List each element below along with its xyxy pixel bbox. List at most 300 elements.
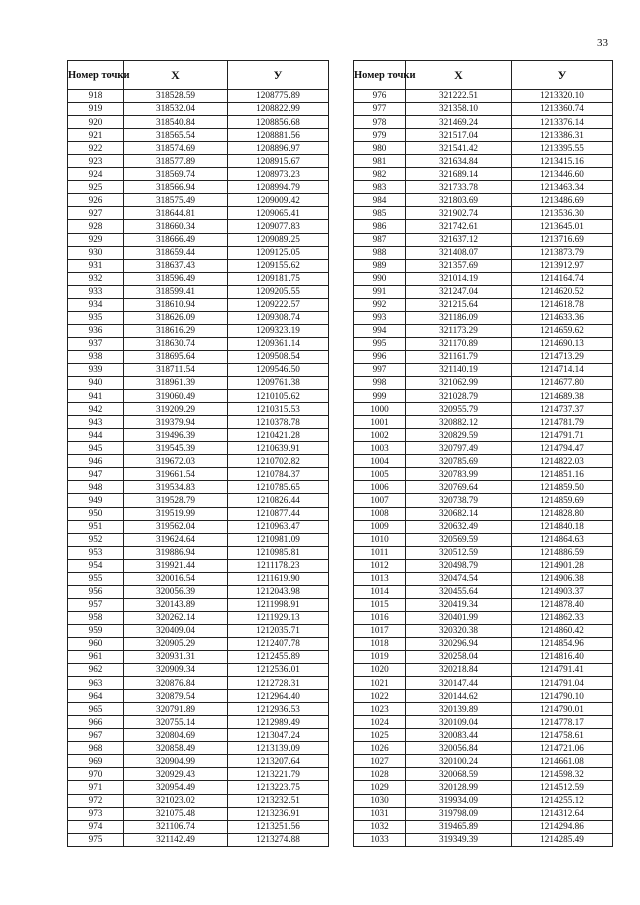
y-coordinate-cell: 1214791.04 (512, 677, 613, 690)
x-coordinate-cell: 318695.64 (124, 350, 228, 363)
y-coordinate-cell: 1210985.81 (228, 546, 329, 559)
x-coordinate-cell: 318660.34 (124, 220, 228, 233)
table-row (354, 220, 613, 233)
y-coordinate-cell: 1213415.16 (512, 155, 613, 168)
point-number-cell: 1002 (354, 429, 406, 442)
table-row (68, 403, 329, 416)
y-coordinate-cell: 1214791.41 (512, 664, 613, 677)
x-coordinate-cell: 321106.74 (124, 820, 228, 833)
x-coordinate-cell: 321075.48 (124, 807, 228, 820)
x-coordinate-cell: 320682.14 (406, 507, 512, 520)
point-number-cell: 943 (68, 416, 124, 429)
point-number-cell: 965 (68, 703, 124, 716)
x-header: X (406, 61, 512, 90)
table-row (68, 742, 329, 755)
point-number-cell: 1003 (354, 442, 406, 455)
table-row (354, 181, 613, 194)
y-coordinate-cell: 1214864.63 (512, 533, 613, 546)
x-coordinate-cell: 320498.79 (406, 559, 512, 572)
table-row (354, 390, 613, 403)
point-number-cell: 998 (354, 377, 406, 390)
table-row (354, 116, 613, 129)
table-row (354, 585, 613, 598)
y-coordinate-cell: 1208856.68 (228, 116, 329, 129)
point-number-cell: 1033 (354, 833, 406, 846)
table-row (68, 637, 329, 650)
y-coordinate-cell: 1214737.37 (512, 403, 613, 416)
x-coordinate-cell: 321215.64 (406, 298, 512, 311)
table-row (68, 611, 329, 624)
point-number-cell: 1001 (354, 416, 406, 429)
table-row (354, 246, 613, 259)
y-coordinate-cell: 1213251.56 (228, 820, 329, 833)
y-coordinate-cell: 1214828.80 (512, 507, 613, 520)
table-row (354, 350, 613, 363)
point-number-cell: 919 (68, 103, 124, 116)
x-coordinate-cell: 319060.49 (124, 390, 228, 403)
y-coordinate-cell: 1209181.75 (228, 272, 329, 285)
table-row (354, 363, 613, 376)
table-row (68, 311, 329, 324)
y-coordinate-cell: 1213446.60 (512, 168, 613, 181)
y-coordinate-cell: 1210963.47 (228, 520, 329, 533)
point-number-cell: 982 (354, 168, 406, 181)
table-row (68, 690, 329, 703)
point-number-cell: 983 (354, 181, 406, 194)
y-coordinate-cell: 1214778.17 (512, 716, 613, 729)
x-coordinate-cell: 320147.44 (406, 677, 512, 690)
x-coordinate-cell: 318711.54 (124, 363, 228, 376)
y-coordinate-cell: 1211998.91 (228, 598, 329, 611)
x-coordinate-cell: 321161.79 (406, 350, 512, 363)
table-row (354, 272, 613, 285)
y-coordinate-cell: 1209546.50 (228, 363, 329, 376)
x-coordinate-cell: 318630.74 (124, 337, 228, 350)
y-coordinate-cell: 1214781.79 (512, 416, 613, 429)
table-row (354, 598, 613, 611)
x-coordinate-cell: 319661.54 (124, 468, 228, 481)
table-row (68, 377, 329, 390)
table-row (68, 807, 329, 820)
table-row (354, 546, 613, 559)
y-coordinate-cell: 1214851.16 (512, 468, 613, 481)
point-number-header: Номер точки (354, 61, 406, 90)
table-row (354, 559, 613, 572)
y-coordinate-cell: 1214620.52 (512, 285, 613, 298)
y-coordinate-cell: 1212964.40 (228, 690, 329, 703)
x-coordinate-cell: 320109.04 (406, 716, 512, 729)
table-row (354, 755, 613, 768)
point-number-cell: 989 (354, 259, 406, 272)
y-coordinate-cell: 1214854.96 (512, 637, 613, 650)
y-coordinate-cell: 1213320.10 (512, 90, 613, 103)
x-coordinate-cell: 321634.84 (406, 155, 512, 168)
table-row (354, 468, 613, 481)
x-coordinate-cell: 318610.94 (124, 298, 228, 311)
table-row (354, 820, 613, 833)
point-number-cell: 981 (354, 155, 406, 168)
x-coordinate-cell: 318540.84 (124, 116, 228, 129)
table-row (68, 533, 329, 546)
y-coordinate-cell: 1213395.55 (512, 142, 613, 155)
x-coordinate-cell: 320569.59 (406, 533, 512, 546)
point-number-cell: 1018 (354, 637, 406, 650)
table-row (354, 494, 613, 507)
point-number-cell: 966 (68, 716, 124, 729)
x-coordinate-cell: 321469.24 (406, 116, 512, 129)
y-coordinate-cell: 1214790.10 (512, 690, 613, 703)
y-coordinate-cell: 1214633.36 (512, 311, 613, 324)
y-coordinate-cell: 1212455.89 (228, 651, 329, 664)
table-row (354, 677, 613, 690)
y-coordinate-cell: 1214294.86 (512, 820, 613, 833)
x-coordinate-cell: 320904.99 (124, 755, 228, 768)
y-coordinate-cell: 1209761.38 (228, 377, 329, 390)
y-coordinate-cell: 1214512.59 (512, 781, 613, 794)
table-row (354, 142, 613, 155)
y-coordinate-cell: 1214714.14 (512, 363, 613, 376)
point-number-cell: 997 (354, 363, 406, 376)
table-row (68, 155, 329, 168)
x-coordinate-cell: 321062.99 (406, 377, 512, 390)
table-row (68, 259, 329, 272)
x-coordinate-cell: 318596.49 (124, 272, 228, 285)
x-coordinate-cell: 320100.24 (406, 755, 512, 768)
table-row (354, 624, 613, 637)
point-number-cell: 987 (354, 233, 406, 246)
point-number-cell: 937 (68, 337, 124, 350)
x-coordinate-cell: 320797.49 (406, 442, 512, 455)
x-coordinate-cell: 320409.04 (124, 624, 228, 637)
table-row (354, 703, 613, 716)
table-row (354, 285, 613, 298)
x-coordinate-cell: 319496.39 (124, 429, 228, 442)
x-coordinate-cell: 318666.49 (124, 233, 228, 246)
table-row (68, 716, 329, 729)
point-number-cell: 999 (354, 390, 406, 403)
x-coordinate-cell: 320879.54 (124, 690, 228, 703)
table-row (68, 794, 329, 807)
y-coordinate-cell: 1214860.42 (512, 624, 613, 637)
x-coordinate-cell: 319624.64 (124, 533, 228, 546)
x-coordinate-cell: 318961.39 (124, 377, 228, 390)
y-coordinate-cell: 1214285.49 (512, 833, 613, 846)
point-number-header: Номер точки (68, 61, 124, 90)
x-coordinate-cell: 320829.59 (406, 429, 512, 442)
y-coordinate-cell: 1214659.62 (512, 324, 613, 337)
x-coordinate-cell: 321170.89 (406, 337, 512, 350)
point-number-cell: 973 (68, 807, 124, 820)
x-coordinate-cell: 320632.49 (406, 520, 512, 533)
y-coordinate-cell: 1210785.65 (228, 481, 329, 494)
x-coordinate-cell: 321014.19 (406, 272, 512, 285)
table-header-row (68, 61, 329, 90)
point-number-cell: 977 (354, 103, 406, 116)
x-coordinate-cell: 318574.69 (124, 142, 228, 155)
table-row (354, 416, 613, 429)
table-body-left (68, 90, 329, 847)
x-coordinate-cell: 320909.34 (124, 664, 228, 677)
table-row (354, 533, 613, 546)
table-row (68, 116, 329, 129)
table-row (68, 442, 329, 455)
x-coordinate-cell: 321247.04 (406, 285, 512, 298)
y-coordinate-cell: 1209323.19 (228, 324, 329, 337)
y-coordinate-cell: 1210105.62 (228, 390, 329, 403)
x-header: X (124, 61, 228, 90)
x-coordinate-cell: 319886.94 (124, 546, 228, 559)
table-row (68, 598, 329, 611)
table-row (68, 624, 329, 637)
x-coordinate-cell: 320056.84 (406, 742, 512, 755)
y-coordinate-cell: 1209009.42 (228, 194, 329, 207)
table-row (354, 690, 613, 703)
x-coordinate-cell: 318599.41 (124, 285, 228, 298)
y-coordinate-cell: 1213360.74 (512, 103, 613, 116)
table-row (354, 207, 613, 220)
point-number-cell: 925 (68, 181, 124, 194)
table-row (68, 220, 329, 233)
y-coordinate-cell: 1210981.09 (228, 533, 329, 546)
table-row (68, 429, 329, 442)
table-row (354, 337, 613, 350)
point-number-cell: 972 (68, 794, 124, 807)
table-row (354, 90, 613, 103)
point-number-cell: 1019 (354, 651, 406, 664)
table-row (354, 429, 613, 442)
x-coordinate-cell: 319934.09 (406, 794, 512, 807)
table-row (68, 703, 329, 716)
point-number-cell: 1030 (354, 794, 406, 807)
point-number-cell: 942 (68, 403, 124, 416)
point-number-cell: 974 (68, 820, 124, 833)
point-number-cell: 949 (68, 494, 124, 507)
y-coordinate-cell: 1214901.28 (512, 559, 613, 572)
y-coordinate-cell: 1208881.56 (228, 129, 329, 142)
x-coordinate-cell: 320931.31 (124, 651, 228, 664)
y-coordinate-cell: 1213221.79 (228, 768, 329, 781)
x-coordinate-cell: 320876.84 (124, 677, 228, 690)
point-number-cell: 985 (354, 207, 406, 220)
x-coordinate-cell: 320929.43 (124, 768, 228, 781)
x-coordinate-cell: 318565.54 (124, 129, 228, 142)
y-coordinate-cell: 1208896.97 (228, 142, 329, 155)
x-coordinate-cell: 319545.39 (124, 442, 228, 455)
y-coordinate-cell: 1208775.89 (228, 90, 329, 103)
x-coordinate-cell: 321186.09 (406, 311, 512, 324)
y-coordinate-cell: 1209125.05 (228, 246, 329, 259)
point-number-cell: 956 (68, 585, 124, 598)
table-row (68, 781, 329, 794)
table-row (68, 298, 329, 311)
point-number-cell: 968 (68, 742, 124, 755)
y-coordinate-cell: 1209222.57 (228, 298, 329, 311)
point-number-cell: 938 (68, 350, 124, 363)
x-coordinate-cell: 319798.09 (406, 807, 512, 820)
point-number-cell: 992 (354, 298, 406, 311)
table-row (354, 103, 613, 116)
x-coordinate-cell: 321357.69 (406, 259, 512, 272)
y-coordinate-cell: 1209077.83 (228, 220, 329, 233)
x-coordinate-cell: 318637.43 (124, 259, 228, 272)
y-coordinate-cell: 1214255.12 (512, 794, 613, 807)
y-coordinate-cell: 1214859.50 (512, 481, 613, 494)
point-number-cell: 1006 (354, 481, 406, 494)
y-coordinate-cell: 1214690.13 (512, 337, 613, 350)
point-number-cell: 936 (68, 324, 124, 337)
y-coordinate-cell: 1214661.08 (512, 755, 613, 768)
point-number-cell: 1013 (354, 572, 406, 585)
y-coordinate-cell: 1213232.51 (228, 794, 329, 807)
table-row (68, 507, 329, 520)
table-row (68, 337, 329, 350)
table-row (68, 207, 329, 220)
table-row (68, 168, 329, 181)
y-coordinate-cell: 1214840.18 (512, 520, 613, 533)
table-row (68, 194, 329, 207)
x-coordinate-cell: 320320.38 (406, 624, 512, 637)
y-coordinate-cell: 1210784.37 (228, 468, 329, 481)
point-number-cell: 1022 (354, 690, 406, 703)
table-row (68, 481, 329, 494)
x-coordinate-cell: 318577.89 (124, 155, 228, 168)
point-number-cell: 1017 (354, 624, 406, 637)
y-coordinate-cell: 1214790.01 (512, 703, 613, 716)
table-row (354, 794, 613, 807)
table-row (68, 572, 329, 585)
x-coordinate-cell: 320068.59 (406, 768, 512, 781)
y-coordinate-cell: 1211178.23 (228, 559, 329, 572)
table-row (68, 272, 329, 285)
point-number-cell: 928 (68, 220, 124, 233)
point-number-cell: 1028 (354, 768, 406, 781)
y-coordinate-cell: 1213645.01 (512, 220, 613, 233)
point-number-cell: 1029 (354, 781, 406, 794)
point-number-cell: 957 (68, 598, 124, 611)
y-coordinate-cell: 1211929.13 (228, 611, 329, 624)
y-coordinate-cell: 1209361.14 (228, 337, 329, 350)
point-number-cell: 996 (354, 350, 406, 363)
x-coordinate-cell: 319534.83 (124, 481, 228, 494)
x-coordinate-cell: 321358.10 (406, 103, 512, 116)
y-coordinate-cell: 1209205.55 (228, 285, 329, 298)
point-number-cell: 995 (354, 337, 406, 350)
point-number-cell: 939 (68, 363, 124, 376)
point-number-cell: 1011 (354, 546, 406, 559)
y-coordinate-cell: 1214677.80 (512, 377, 613, 390)
y-coordinate-cell: 1214598.32 (512, 768, 613, 781)
x-coordinate-cell: 320769.64 (406, 481, 512, 494)
point-number-cell: 978 (354, 116, 406, 129)
x-coordinate-cell: 321733.78 (406, 181, 512, 194)
point-number-cell: 944 (68, 429, 124, 442)
table-row (68, 546, 329, 559)
point-number-cell: 958 (68, 611, 124, 624)
y-coordinate-cell: 1213376.14 (512, 116, 613, 129)
y-coordinate-cell: 1214689.38 (512, 390, 613, 403)
y-coordinate-cell: 1213139.09 (228, 742, 329, 755)
point-number-cell: 940 (68, 377, 124, 390)
table-header-row (354, 61, 613, 90)
y-coordinate-cell: 1211619.90 (228, 572, 329, 585)
x-coordinate-cell: 321689.14 (406, 168, 512, 181)
point-number-cell: 930 (68, 246, 124, 259)
point-number-cell: 920 (68, 116, 124, 129)
table-row (354, 129, 613, 142)
table-row (354, 611, 613, 624)
x-coordinate-cell: 320785.69 (406, 455, 512, 468)
point-number-cell: 1014 (354, 585, 406, 598)
y-coordinate-cell: 1209089.25 (228, 233, 329, 246)
y-coordinate-cell: 1214903.37 (512, 585, 613, 598)
x-coordinate-cell: 320258.04 (406, 651, 512, 664)
table-row (68, 768, 329, 781)
table-row (68, 455, 329, 468)
x-coordinate-cell: 319379.94 (124, 416, 228, 429)
point-number-cell: 926 (68, 194, 124, 207)
table-row (354, 637, 613, 650)
table-row (68, 103, 329, 116)
point-number-cell: 1023 (354, 703, 406, 716)
x-coordinate-cell: 320755.14 (124, 716, 228, 729)
point-number-cell: 961 (68, 651, 124, 664)
table-row (68, 559, 329, 572)
x-coordinate-cell: 321902.74 (406, 207, 512, 220)
point-number-cell: 951 (68, 520, 124, 533)
y-coordinate-cell: 1213236.91 (228, 807, 329, 820)
table-row (68, 677, 329, 690)
table-row (68, 833, 329, 846)
y-coordinate-cell: 1210378.78 (228, 416, 329, 429)
y-coordinate-cell: 1213274.88 (228, 833, 329, 846)
table-body-right (354, 90, 613, 847)
point-number-cell: 954 (68, 559, 124, 572)
point-number-cell: 934 (68, 298, 124, 311)
x-coordinate-cell: 320419.34 (406, 598, 512, 611)
table-row (68, 585, 329, 598)
table-row (68, 246, 329, 259)
y-coordinate-cell: 1213386.31 (512, 129, 613, 142)
y-coordinate-cell: 1212035.71 (228, 624, 329, 637)
point-number-cell: 922 (68, 142, 124, 155)
x-coordinate-cell: 320016.54 (124, 572, 228, 585)
y-coordinate-cell: 1214791.71 (512, 429, 613, 442)
y-coordinate-cell: 1214822.03 (512, 455, 613, 468)
y-coordinate-cell: 1210639.91 (228, 442, 329, 455)
y-coordinate-cell: 1213912.97 (512, 259, 613, 272)
table-row (68, 520, 329, 533)
table-row (354, 651, 613, 664)
y-coordinate-cell: 1214906.38 (512, 572, 613, 585)
y-coordinate-cell: 1213223.75 (228, 781, 329, 794)
x-coordinate-cell: 319528.79 (124, 494, 228, 507)
y-coordinate-cell: 1212936.53 (228, 703, 329, 716)
x-coordinate-cell: 318575.49 (124, 194, 228, 207)
table-row (354, 520, 613, 533)
table-row (354, 442, 613, 455)
table-row (68, 363, 329, 376)
table-row (354, 311, 613, 324)
x-coordinate-cell: 321222.51 (406, 90, 512, 103)
table-row (354, 377, 613, 390)
table-row (68, 468, 329, 481)
table-row (354, 259, 613, 272)
x-coordinate-cell: 319562.04 (124, 520, 228, 533)
table-row (354, 298, 613, 311)
x-coordinate-cell: 320218.84 (406, 664, 512, 677)
y-coordinate-cell: 1214721.06 (512, 742, 613, 755)
x-coordinate-cell: 318659.44 (124, 246, 228, 259)
